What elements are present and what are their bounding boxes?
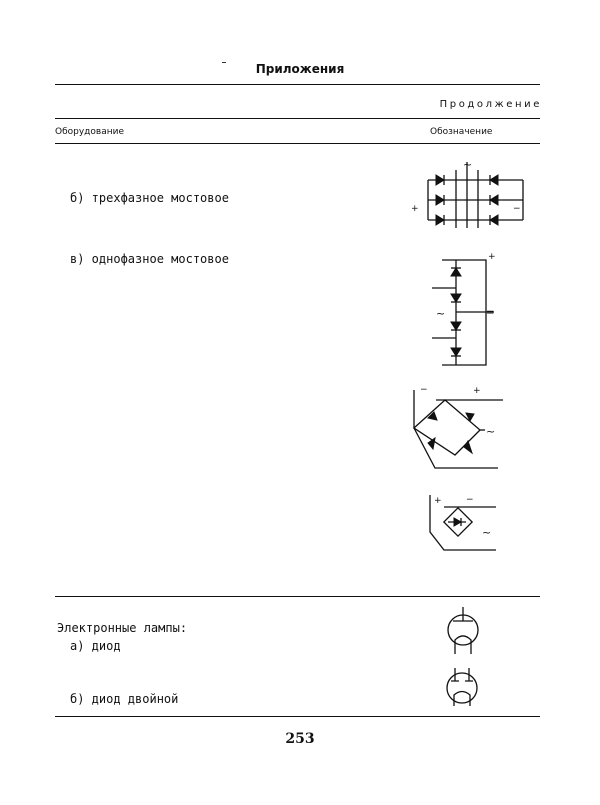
minus-symbol: −: [466, 495, 474, 505]
row-single-phase-bridge: в) однофазное мостовое: [70, 252, 229, 266]
minus-symbol: −: [420, 385, 428, 395]
ac-symbol: ~: [482, 526, 492, 539]
continuation-label: Продолжение: [439, 99, 542, 110]
plus-symbol: +: [488, 252, 496, 262]
eq-symbol: =: [486, 307, 495, 318]
row-diode: а) диод: [70, 639, 121, 653]
column-header-equipment: Оборудование: [55, 127, 124, 137]
ac-symbol: ~: [486, 425, 496, 438]
section-electronic-lamps: Электронные лампы:: [57, 621, 188, 635]
row-three-phase-bridge: б) трехфазное мостовое: [70, 191, 229, 205]
minus-symbol: −: [513, 204, 521, 214]
footer-rule: [55, 716, 540, 717]
plus-symbol: +: [473, 386, 481, 396]
page-number: 253: [285, 731, 315, 747]
column-header-symbol: Обозначение: [430, 127, 493, 137]
ac-symbol: ~: [436, 307, 446, 320]
ac-symbol: ~: [463, 158, 473, 171]
row-double-diode: б) диод двойной: [70, 692, 179, 706]
page-title: Приложения: [255, 62, 345, 76]
plus-symbol: +: [411, 204, 419, 214]
plus-symbol: +: [434, 496, 442, 506]
